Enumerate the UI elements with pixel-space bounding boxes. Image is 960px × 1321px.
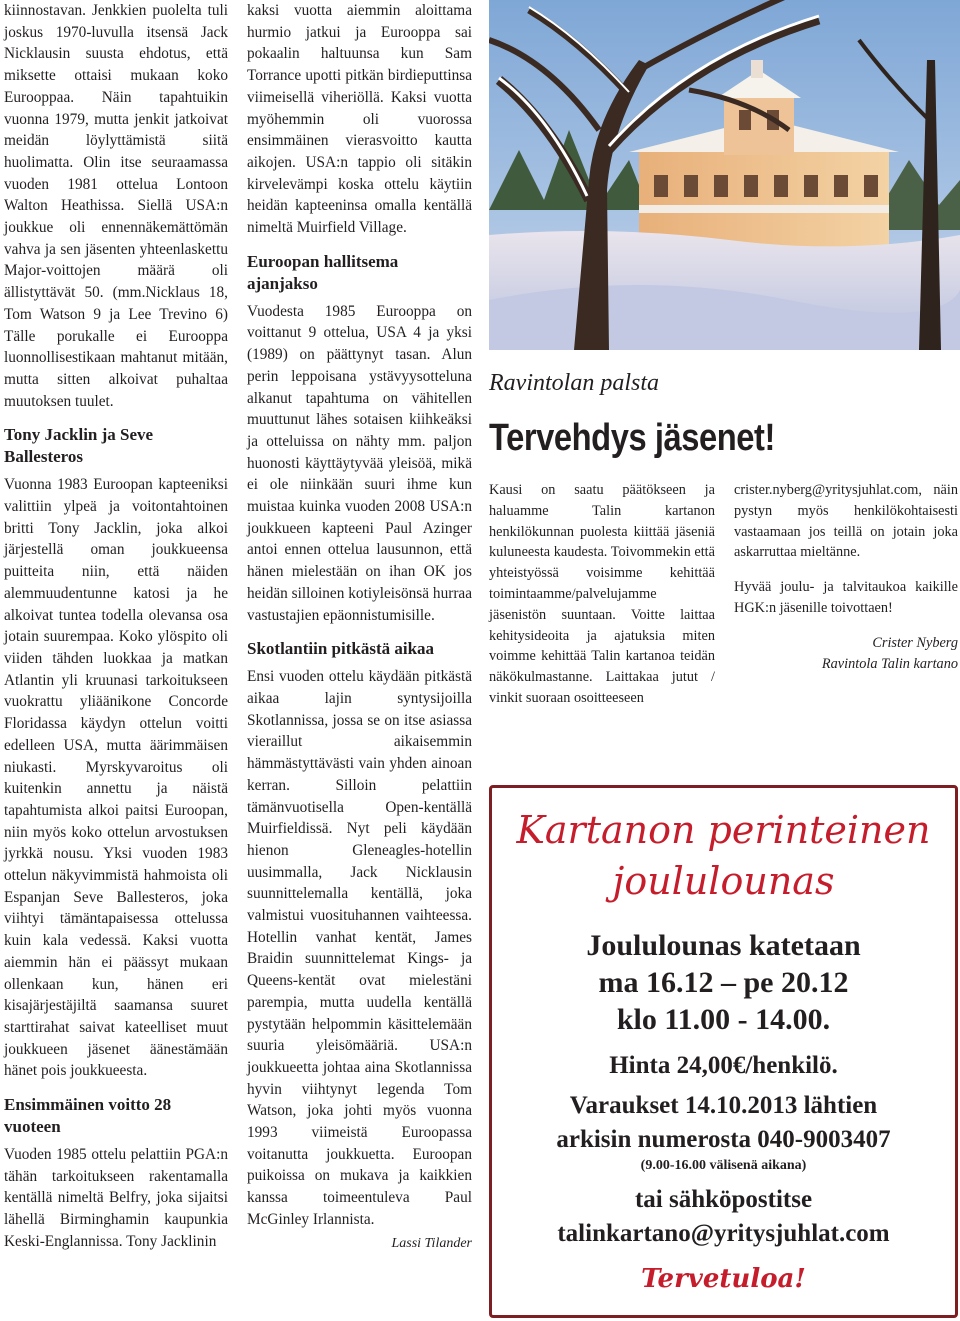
ad-phone-hours: (9.00-16.00 välisenä aikana): [640, 1158, 807, 1173]
restaurant-greeting: Hyvää joulu- ja talvitaukoa kaikille HGK:n jäsenille toivottaen!: [734, 579, 958, 616]
section-heading: Euroopan hallitsema ajanjakso: [247, 251, 399, 293]
signature-title: Ravintola Talin kartano: [821, 655, 958, 672]
ad-dates: ma 16.12 – pe 20.12: [598, 966, 849, 999]
article-paragraph: Ensi vuoden ottelu käydään pitkästä aikaa lajin syntysijoilla Skotlannissa, jossa se on itse asiassa vieraillut aikaisemmin hämmästyttävästi vain yhden ainoan kerran. Silloin pelattiin tämänvuotisella Open-kentällä Muirfieldissä. Nyt peli käydään hienon Gleneagles-hotellin uusimmalla, Jack Nicklausin suunnittelemalla kentällä, joka valmistui vuosituhannen vaihteessa. Hotellin vanhat kentät, James Braidin suunnittelemat Kings- ja Queens-kentät ovat mielestäni parempia, mutta uudella kentällä pystytään helpommin käsittelemään suuria yleisömääriä. USA:n joukkueetta johtaa aina Skotlannissa hyvin viihtynyt legenda Tom Watson, joka johti myös vuonna 1993 viimeistä Euroopassa voitanutta joukkuetta. Euroopan puikoissa on mukava ja kaikkien kanssa toimeentuleva Paul McGinley Irlannista.: [247, 668, 472, 1228]
ad-price: Hinta 24,00€/henkilö.: [609, 1052, 838, 1079]
signature-name: Crister Nyberg: [872, 634, 958, 651]
ad-hours: klo 11.00 - 14.00.: [616, 1003, 831, 1036]
ad-text-line: Joululounas katetaan: [586, 929, 861, 962]
section-heading: Ensimmäinen voitto 28 vuoteen: [4, 1095, 172, 1137]
article-paragraph: kiinnostavan. Jenkkien puolelta tuli joskus 1970-luvulla itsensä Jack Nicklausin suusta ehdotus, että miksette ottaisi mukaan koko Eurooppaa. Näin tapahtuikin vuonna 1979, mutta jenkit jatkoivat meidän löylyttämistä siitä huolimatta. Olin itse seuraamassa vuoden 1981 ottelua Lontoon Walton Heathissa. Siellä USA:n joukkue oli ennennäkemättömän vahva ja sen jäsenten yhteenlaskettu Major-voittojen määrä oli ällistyttävät 50. (mm.Nicklaus 18, Tom Watson 9 ja Lee Trevino 6) Tälle porukalle ei Eurooppa luonnollisestikaan mahtanut mitään, mutta sitten alkoivat puhaltaa muutoksen tuulet.: [4, 2, 228, 410]
article-author: Lassi Tilander: [391, 1235, 472, 1251]
restaurant-column-2: [734, 480, 958, 674]
article-column-2: [247, 0, 472, 1254]
ad-welcome: Tervetuloa!: [641, 1264, 806, 1294]
article-paragraph: Vuonna 1983 Euroopan kapteeniksi valittiin ylpeä ja voitontahtoinen britti Tony Jacklin, joka alkoi järjestellä oman joukkueensa puitteita niin, että näiden alemmuudentunne katosi ja he alkoivat tuntea todella olevansa osa jotain suurempaa. Koko ylöspito oli viiden tähden luokkaa ja matkan Atlantin yli kruunasi tarkoitukseen vuokrattu yliäänikone Concorde Floridassa käydyn ottelun voitti edelleen USA, mutta äärimmäisen niukasti. Myrskyvaroitus oli kuitenkin annettu ja näistä tapahtumista alkoi paitsi Euroopan, niin myös koko ottelun arvostuksen jyrkkä nousu. Yksi vuoden 1983 ottelun näkyvimmistä hahmoista oli Espanjan Seve Ballesteros, joka viihtyi tämäntapaisessa ottelussa kuin kala vedessä. Kaksi vuotta aiemmin hän ei päässyt mukaan ollenkaan kun, hänen eri kisajärjestäjiltä saamansa suuret starttirahat saivat kateelliset muut joukkueen jäsenet äänestämään hänet pois joukkueesta.: [4, 476, 228, 1080]
ad-reservations: Varaukset 14.10.2013 lähtien: [569, 1092, 878, 1119]
manor-winter-photo: [489, 0, 960, 350]
restaurant-column-1: [489, 480, 715, 709]
ad-email: talinkartano@yritysjuhlat.com: [557, 1220, 890, 1247]
column-header: Ravintolan palsta: [489, 370, 659, 396]
restaurant-paragraph: Kausi on saatu päätökseen ja haluamme Talin kartanon henkilökunnan puolesta kiittää jäseniä kuluneesta kaudesta. Toivommekin että yhteistyössä voisimme kehittää toimintaamme/palvelujamme jäsenistön suuntaan. Voitte laittaa kehitysideoita ja ajatuksia miten voimme kehittää Talin kartanoa teidän näkökulmastanne. Laittakaa jutut / vinkit suoraan osoitteeseen: [489, 482, 715, 706]
article-column-1: [4, 0, 228, 1253]
ad-email-label: tai sähköpostitse: [634, 1186, 813, 1213]
ad-phone: arkisin numerosta 040-9003407: [556, 1126, 891, 1153]
article-paragraph: kaksi vuotta aiemmin aloittama hurmio jatkui ja Eurooppa sai pokaalin haltuunsa kun Sam Torrance upotti pitkän birdieputtinsa viimeisellä viheriöllä. Kaksi vuotta myöhemmin oli vuorossa ensimmäinen vierasvoitto kautta aikojen. USA:n tappio oli sitäkin kirvelevämpi koska ottelu käytiin heidän kapteeninsa omalla kentällä nimeltä Muirfield Village.: [247, 2, 472, 237]
ad-headline-line-1: Kartanon perinteinen: [516, 808, 931, 852]
section-heading: Tony Jacklin ja Seve Ballesteros: [4, 425, 154, 467]
article-paragraph: Vuodesta 1985 Eurooppa on voittanut 9 ottelua, USA 4 ja yksi (1989) on päättynyt tasan. Alun perin leppoisana ystävyysotteluna alkanut tapahtuma on vähitellen muuttunut lähes sotaisen kiihkeäksi ja otteluissa on nähty mm. paljon huonosti käyttäytyvää yleisöä, mikä ei ole niinkään suuri ihme kun muistaa kuinka vuoden 2008 USA:n joukkueen kapteeni Paul Azinger antoi ennen ottelua lausunnon, että hänen mielestään on ihan OK jos heidän silloinen kotiyleisönsä hurraa vastustajien epäonnistumisille.: [247, 302, 472, 624]
section-heading: Skotlantiin pitkästä aikaa: [247, 639, 435, 659]
restaurant-paragraph: crister.nyberg@yritysjuhlat.com, näin pystyn myös henkilökohtaisesti vastaamaan jos teillä on jotain joka askarruttaa mieltänne.: [734, 482, 958, 561]
ad-headline-line-2: joululounas: [612, 859, 835, 903]
column-title: Tervehdys jäsenet!: [489, 417, 775, 459]
christmas-lunch-ad: [489, 785, 960, 1321]
article-paragraph: Vuoden 1985 ottelu pelattiin PGA:n tähän tarkoitukseen rakentamalla kentällä nimeltä Belfry, joka sijaitsi lähellä Birminghamin kaupunkia Keski-Englannissa. Tony Jacklinin: [4, 1146, 228, 1250]
